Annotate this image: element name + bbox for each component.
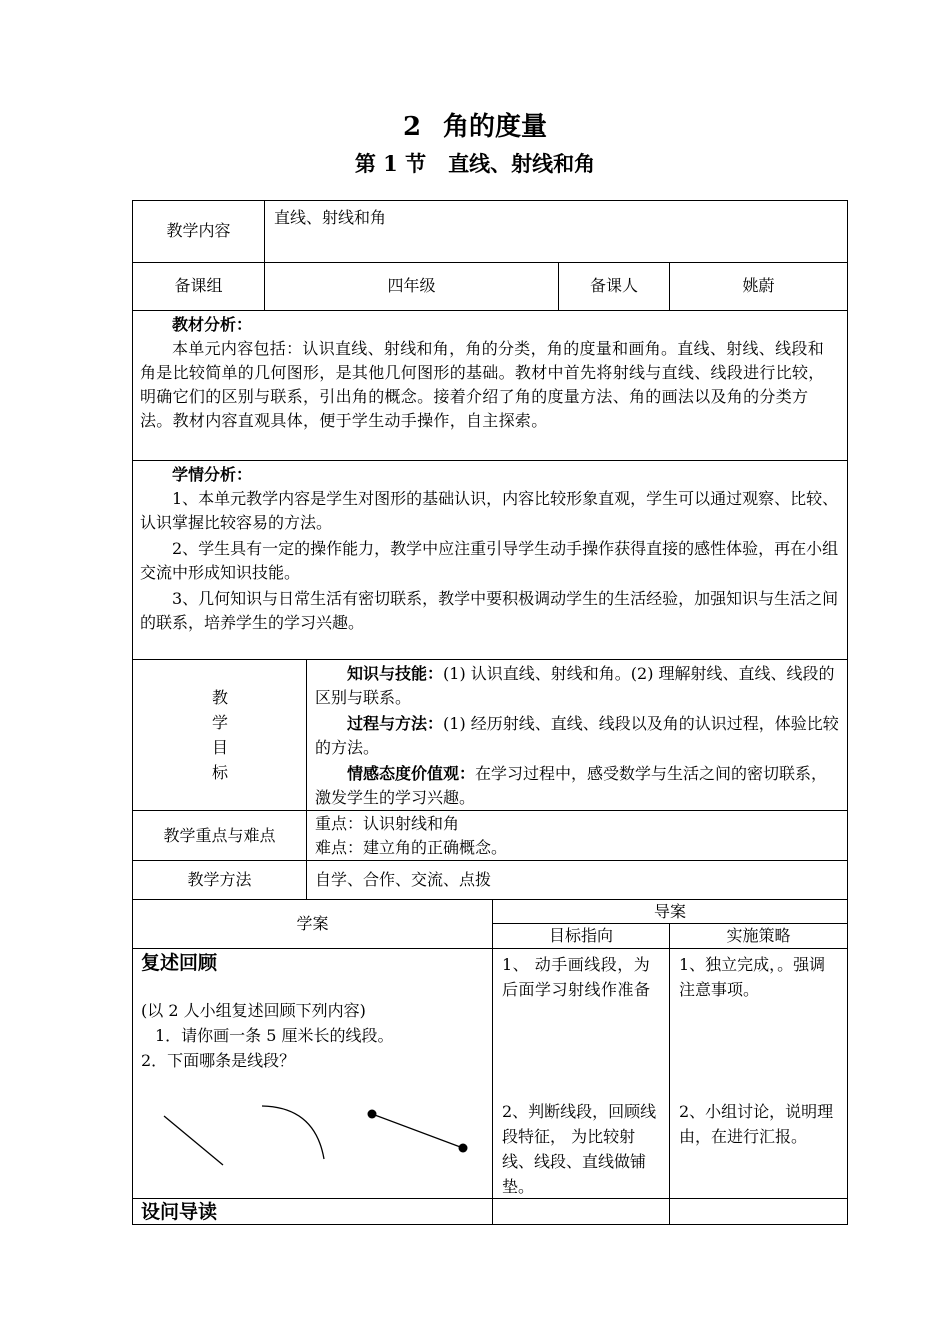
goal-process [315, 712, 840, 760]
review-heading: 复述回顾 [141, 952, 218, 974]
target-2: 2、判断线段，回顾线段特征， 为比较射线、线段、直线做铺垫。 [502, 1102, 657, 1196]
table-border [132, 200, 848, 201]
table-border [847, 200, 848, 1225]
student-plan-header: 学案 [296, 914, 329, 933]
goals-label-char: 目 [211, 738, 228, 757]
key-points-label: 教学重点与难点 [163, 826, 276, 845]
table-border [132, 659, 848, 660]
figure-straight-line [164, 1116, 223, 1165]
content-label: 教学内容 [166, 221, 231, 240]
table-border [132, 948, 848, 949]
table-border [306, 659, 307, 899]
goal-knowledge [315, 662, 840, 710]
method-value: 自学、合作、交流、点拨 [315, 870, 492, 889]
section-number: 第 1 节 [354, 151, 427, 176]
goals-label-char: 教 [211, 688, 228, 707]
table-border [132, 460, 848, 461]
figure-line-segment [372, 1114, 463, 1148]
target-header: 目标指向 [548, 926, 613, 945]
student-analysis-item: 1、本单元教学内容是学生对图形的基础认识，内容比较形象直观，学生可以通过观察、比较、认识掌握比较容易的方法。 [140, 489, 839, 532]
method-label: 教学方法 [187, 870, 252, 889]
goals-label [205, 685, 235, 785]
group-label: 备课组 [174, 276, 223, 295]
strategy-1: 1、独立完成，。强调注意事项。 [679, 955, 826, 999]
student-analysis-item: 3、几何知识与日常生活有密切联系，教学中要积极调动学生的生活经验，加强知识与生活之间的联系，培养学生的学习兴趣。 [140, 589, 839, 632]
goals-label-char: 学 [211, 713, 228, 732]
preparer-value: 姚蔚 [742, 276, 775, 295]
group-value: 四年级 [387, 276, 436, 295]
table-border [132, 310, 848, 311]
review-question-1: 1．请你画一条 5 厘米长的线段。 [155, 1026, 394, 1045]
key-point-difficulty: 难点：建立角的正确概念。 [315, 838, 508, 857]
content-value: 直线、射线和角 [274, 208, 387, 227]
chapter-number: 2 [402, 112, 422, 142]
goal-knowledge-text: (1) 认识直线、射线和角。(2) 理解射线、直线、线段的区别与联系。 [315, 664, 835, 707]
section-name: 直线、射线和角 [448, 151, 596, 176]
strategy-2: 2、小组讨论，说明理由，在进行汇报。 [679, 1102, 834, 1146]
table-border [132, 200, 133, 1225]
goal-emotion-text: 在学习过程中，感受数学与生活之间的密切联系，激发学生的学习兴趣。 [315, 764, 828, 807]
segment-endpoint [368, 1110, 377, 1119]
section-title [0, 148, 950, 178]
table-border [132, 1224, 848, 1225]
review-instruction: (以 2 人小组复述回顾下列内容) [141, 1001, 366, 1020]
goal-emotion [315, 762, 840, 810]
chapter-title [0, 106, 950, 143]
goals-label-char: 标 [211, 763, 228, 782]
student-analysis-heading: 学情分析： [172, 465, 253, 484]
next-section-heading: 设问导读 [141, 1201, 218, 1223]
material-analysis-heading: 教材分析： [172, 315, 253, 334]
key-point-focus: 重点：认识射线和角 [315, 814, 460, 833]
target-1: 1、 动手画线段，为后面学习射线作准备 [502, 955, 651, 999]
goal-process-label: 过程与方法： [347, 714, 444, 733]
preparer-label: 备课人 [589, 276, 638, 295]
table-border [669, 923, 670, 1225]
table-border [132, 810, 848, 811]
review-question-2: 2．下面哪条是线段？ [141, 1051, 296, 1070]
segment-figures [150, 1095, 480, 1175]
figure-curve [262, 1106, 324, 1159]
table-border [132, 1198, 848, 1199]
goal-knowledge-label: 知识与技能： [347, 664, 444, 683]
goal-process-text: (1) 经历射线、直线、线段以及角的认识过程，体验比较的方法。 [315, 714, 839, 757]
table-border [132, 860, 848, 861]
segment-endpoint [459, 1144, 468, 1153]
table-border [132, 262, 848, 263]
goal-emotion-label: 情感态度价值观： [347, 764, 476, 783]
strategy-header: 实施策略 [726, 926, 791, 945]
material-analysis-text: 本单元内容包括：认识直线、射线和角，角的分类，角的度量和画角。直线、射线、线段和角是比较简单的几何图形，是其他几何图形的基础。教材中首先将射线与直线、线段进行比较，明确它们的区别与联系，引出角的概念。接着介绍了角的度量方法、角的画法以及角的分类方法。教材内容直观具体，便于学生动手操作，自主探索。 [140, 339, 825, 430]
guide-plan-header: 导案 [653, 902, 686, 921]
student-analysis-item: 2、学生具有一定的操作能力，教学中应注重引导学生动手操作获得直接的感性体验，再在小组交流中形成知识技能。 [140, 539, 839, 582]
chapter-name: 角的度量 [443, 112, 548, 142]
